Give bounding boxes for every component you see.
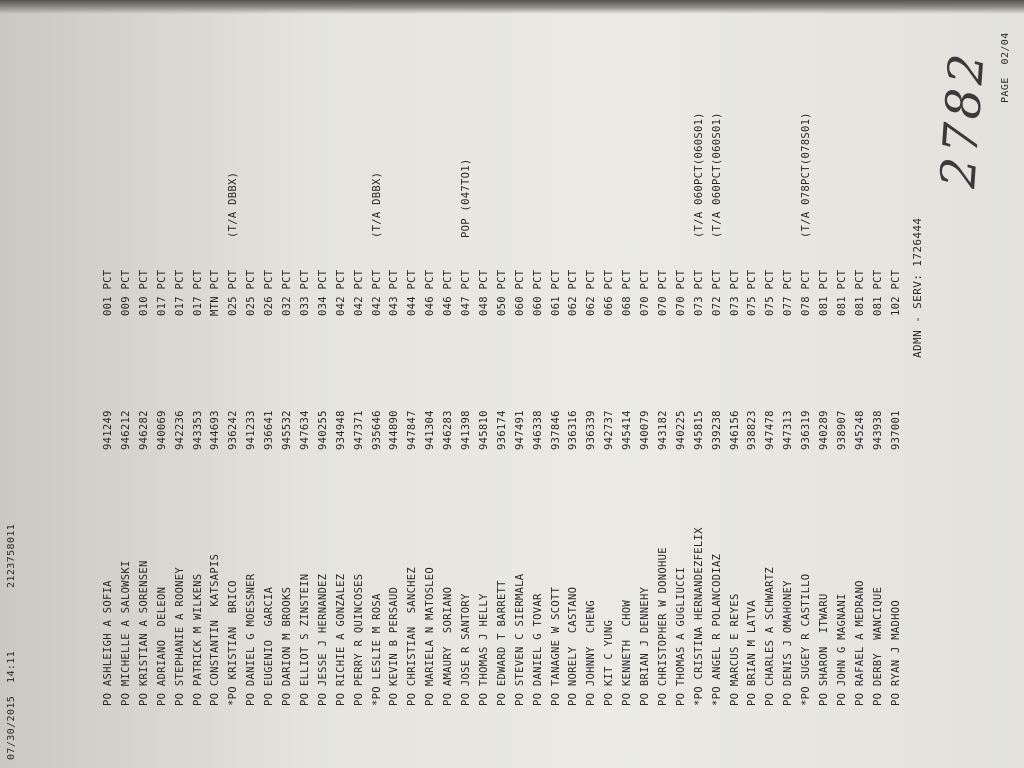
tax-number: 946282 — [137, 410, 150, 450]
officer-name: PO KIT C YUNG — [603, 619, 616, 706]
tax-number: 944693 — [209, 410, 222, 450]
command-code: 062 PCT — [585, 269, 598, 316]
tax-number: 945810 — [477, 410, 490, 450]
roster-row — [729, 0, 747, 768]
tax-number: 945532 — [281, 410, 293, 450]
officer-name: PO RYAN J MADHOO — [889, 600, 902, 706]
command-code: 070 PCT — [674, 269, 687, 316]
command-code: 081 PCT — [871, 269, 884, 316]
officer-name: PO STEVEN C SIERMALA — [513, 573, 526, 706]
tax-number: 947478 — [764, 410, 777, 450]
assignment-note: (T/A 060PCT(060S01) — [710, 112, 723, 238]
command-code: 044 PCT — [406, 269, 419, 316]
command-code: 081 PCT — [853, 269, 866, 316]
officer-name: PO THOMAS J HELLY — [477, 593, 490, 706]
officer-name: PO PERRY R QUINCOSES — [352, 573, 365, 706]
command-code: 078 PCT — [800, 269, 813, 316]
tax-number: 934948 — [334, 410, 347, 450]
roster-row — [639, 0, 657, 768]
tax-number: 938823 — [746, 410, 759, 450]
roster-row — [872, 0, 890, 768]
officer-name: PO JOHN G MAGNANI — [835, 593, 848, 706]
roster-row — [711, 0, 729, 768]
command-code: 075 PCT — [764, 269, 777, 316]
command-code: 060 PCT — [531, 269, 544, 316]
roster-row — [335, 0, 353, 768]
officer-name: PO MICHELLE A SALOWSKI — [119, 560, 132, 706]
roster-row — [263, 0, 281, 768]
tax-number: 941233 — [245, 410, 258, 450]
tax-number: 936339 — [585, 410, 598, 450]
roster-row — [550, 0, 568, 768]
roster-row — [388, 0, 406, 768]
roster-row — [299, 0, 317, 768]
tax-number: 943182 — [656, 410, 669, 450]
tax-number: 941304 — [424, 410, 437, 450]
roster-row — [800, 0, 818, 768]
officer-name: PO JOHNNY CHENG — [585, 600, 598, 706]
admin-service-line: ADMN - SERV: 1726444 — [911, 217, 924, 358]
officer-name: PO ADRIANO DELEON — [155, 586, 168, 706]
roster-row — [353, 0, 371, 768]
roster-row — [120, 0, 138, 768]
command-code: 034 PCT — [316, 269, 329, 316]
command-code: 026 PCT — [263, 269, 276, 316]
command-code: 061 PCT — [549, 269, 562, 316]
command-code: 042 PCT — [334, 269, 347, 316]
tax-number: 945815 — [692, 410, 705, 450]
command-code: 072 PCT — [710, 269, 723, 316]
command-code: 077 PCT — [782, 269, 795, 316]
tax-number: 947634 — [298, 410, 311, 450]
command-code: 068 PCT — [621, 269, 634, 316]
command-code: 017 PCT — [191, 269, 204, 316]
roster-row — [890, 0, 908, 768]
command-code: 032 PCT — [281, 269, 293, 316]
officer-name: PO DENIS J OMAHONEY — [782, 580, 795, 706]
command-code: 025 PCT — [245, 269, 258, 316]
assignment-note: (T/A DBBX) — [227, 171, 240, 238]
roster-row — [693, 0, 711, 768]
tax-number: 946283 — [442, 410, 455, 450]
roster-row — [245, 0, 263, 768]
tax-number: 947847 — [406, 410, 419, 450]
roster-row — [746, 0, 764, 768]
roster-row — [102, 0, 120, 768]
command-code: 047 PCT — [460, 269, 472, 316]
command-code: 081 PCT — [835, 269, 848, 316]
officer-name: PO AMAURY SORIANO — [442, 586, 455, 706]
officer-name: PO RAFAEL A MEDRANO — [853, 580, 866, 706]
tax-number: 938907 — [835, 410, 848, 450]
print-id-code: 2123758011 — [6, 523, 17, 588]
tax-number: 941398 — [460, 410, 472, 450]
roster-row — [192, 0, 210, 768]
officer-name: PO CHRISTOPHER W DONOHUE — [656, 547, 669, 706]
roster-row — [621, 0, 639, 768]
officer-name: PO MARCUS E REYES — [728, 593, 741, 706]
assignment-note: (T/A DBBX) — [370, 171, 383, 238]
command-code: 070 PCT — [639, 269, 651, 316]
roster-row — [567, 0, 585, 768]
tax-number: 937001 — [889, 410, 902, 450]
officer-name: PO EDWARD T BARRETT — [495, 580, 508, 706]
officer-name: PO SHARON ITWARU — [818, 593, 830, 706]
command-code: 042 PCT — [352, 269, 365, 316]
roster-row — [174, 0, 192, 768]
officer-name: PO PATRICK M WILKENS — [191, 573, 204, 706]
command-code: 062 PCT — [567, 269, 580, 316]
officer-name: PO JOSE R SANTORY — [460, 593, 472, 706]
command-code: 001 PCT — [102, 269, 114, 316]
officer-name: PO BRIAN J DENNEHY — [639, 586, 651, 706]
officer-name: PO MARIELA N MATOSLEO — [424, 566, 437, 706]
tax-number: 946338 — [531, 410, 544, 450]
roster-row — [603, 0, 621, 768]
handwritten-number: 2782 — [930, 48, 996, 190]
tax-number: 942737 — [603, 410, 616, 450]
tax-number: 939238 — [710, 410, 723, 450]
roster-row — [478, 0, 496, 768]
officer-name: PO DANIEL G MOESSNER — [245, 573, 258, 706]
tax-number: 946212 — [119, 410, 132, 450]
officer-name: *PO LESLIE M ROSA — [370, 593, 383, 706]
roster-row — [585, 0, 603, 768]
tax-number: 947313 — [782, 410, 795, 450]
command-code: 010 PCT — [137, 269, 150, 316]
tax-number: 947371 — [352, 410, 365, 450]
tax-number: 947491 — [513, 410, 526, 450]
roster-row — [424, 0, 442, 768]
roster-row — [764, 0, 782, 768]
page-number: PAGE 02/04 — [1000, 32, 1011, 103]
tax-number: 943938 — [871, 410, 884, 450]
tax-number: 940069 — [155, 410, 168, 450]
command-code: 073 PCT — [728, 269, 741, 316]
command-code: 009 PCT — [119, 269, 132, 316]
roster-row — [657, 0, 675, 768]
command-code: 070 PCT — [656, 269, 669, 316]
roster-row — [496, 0, 514, 768]
roster-row — [406, 0, 424, 768]
officer-name: PO CHRISTIAN SANCHEZ — [406, 566, 419, 706]
tax-number: 946156 — [728, 410, 741, 450]
officer-name: PO THOMAS A GUGLIUCCI — [674, 566, 687, 706]
officer-name: PO JESSE J HERNANDEZ — [316, 573, 329, 706]
officer-name: PO CHARLES A SCHWARTZ — [764, 566, 777, 706]
officer-name: *PO CRISTINA HERNANDEZFELIX — [692, 527, 705, 706]
tax-number: 936316 — [567, 410, 580, 450]
roster-row — [209, 0, 227, 768]
command-code: 048 PCT — [477, 269, 490, 316]
officer-name: PO KEVIN B PERSAUD — [388, 586, 401, 706]
officer-name: PO STEPHANIE A ROONEY — [173, 566, 186, 706]
command-code: 042 PCT — [370, 269, 383, 316]
tax-number: 941249 — [102, 410, 114, 450]
roster-row — [138, 0, 156, 768]
officer-name: PO NORELY CASTANO — [567, 586, 580, 706]
command-code: 102 PCT — [889, 269, 902, 316]
command-code: 075 PCT — [746, 269, 759, 316]
command-code: 017 PCT — [155, 269, 168, 316]
command-code: 050 PCT — [495, 269, 508, 316]
roster-row — [156, 0, 174, 768]
command-code: MTN PCT — [209, 269, 222, 316]
tax-number: 936242 — [227, 410, 240, 450]
command-code: 025 PCT — [227, 269, 240, 316]
command-code: 043 PCT — [388, 269, 401, 316]
tax-number: 936174 — [495, 410, 508, 450]
roster-row — [514, 0, 532, 768]
roster-row — [227, 0, 245, 768]
officer-name: PO DANIEL G TOVAR — [531, 593, 544, 706]
tax-number: 940225 — [674, 410, 687, 450]
tax-number: 945248 — [853, 410, 866, 450]
roster-row — [460, 0, 478, 768]
officer-name: PO RICHIE A GONZALEZ — [334, 573, 347, 706]
officer-name: PO DERBY WANCIQUE — [871, 586, 884, 706]
roster-row — [854, 0, 872, 768]
officer-name: PO DARION M BROOKS — [281, 586, 293, 706]
tax-number: 943353 — [191, 410, 204, 450]
assignment-note: (T/A 060PCT(060S01) — [692, 112, 705, 238]
tax-number: 945414 — [621, 410, 634, 450]
command-code: 046 PCT — [442, 269, 455, 316]
tax-number: 936641 — [263, 410, 276, 450]
roster-row — [442, 0, 460, 768]
tax-number: 937846 — [549, 410, 562, 450]
command-code: 081 PCT — [818, 269, 830, 316]
tax-number: 940079 — [639, 410, 651, 450]
command-code: 017 PCT — [173, 269, 186, 316]
command-code: 060 PCT — [513, 269, 526, 316]
roster-row — [532, 0, 550, 768]
roster-row — [836, 0, 854, 768]
tax-number: 935646 — [370, 410, 383, 450]
print-datetime: 07/30/2015 14:11 — [6, 650, 17, 760]
officer-name: PO EUGENIO GARCIA — [263, 586, 276, 706]
roster-row — [818, 0, 836, 768]
officer-name: PO KRISTIAN A SORENSEN — [137, 560, 150, 706]
tax-number: 936319 — [800, 410, 813, 450]
officer-name: PO BRIAN M LATVA — [746, 600, 759, 706]
tax-number: 944890 — [388, 410, 401, 450]
tax-number: 940289 — [818, 410, 830, 450]
officer-name: PO KENNETH CHOW — [621, 600, 634, 706]
command-code: 033 PCT — [298, 269, 311, 316]
officer-name: PO ASHLEIGH A SOFIA — [102, 580, 114, 706]
officer-name: PO CONSTANTIN KATSAPIS — [209, 553, 222, 706]
officer-name: PO ELLIOT S ZINSTEIN — [298, 573, 311, 706]
assignment-note: (T/A 078PCT(078S01) — [800, 112, 813, 238]
tax-number: 940255 — [316, 410, 329, 450]
command-code: 066 PCT — [603, 269, 616, 316]
roster-row — [675, 0, 693, 768]
roster-row — [317, 0, 335, 768]
officer-name: *PO KRISTIAN BRICO — [227, 580, 240, 706]
assignment-note: POP (047TO1) — [460, 158, 472, 238]
officer-name: *PO ANGEL R POLANCODIAZ — [710, 553, 723, 706]
roster-row — [782, 0, 800, 768]
officer-name: PO TANAGNE W SCOTT — [549, 586, 562, 706]
command-code: 046 PCT — [424, 269, 437, 316]
tax-number: 942236 — [173, 410, 186, 450]
officer-name: *PO SUGEY R CASTILLO — [800, 573, 813, 706]
roster-row — [371, 0, 389, 768]
roster-row — [281, 0, 299, 768]
command-code: 073 PCT — [692, 269, 705, 316]
